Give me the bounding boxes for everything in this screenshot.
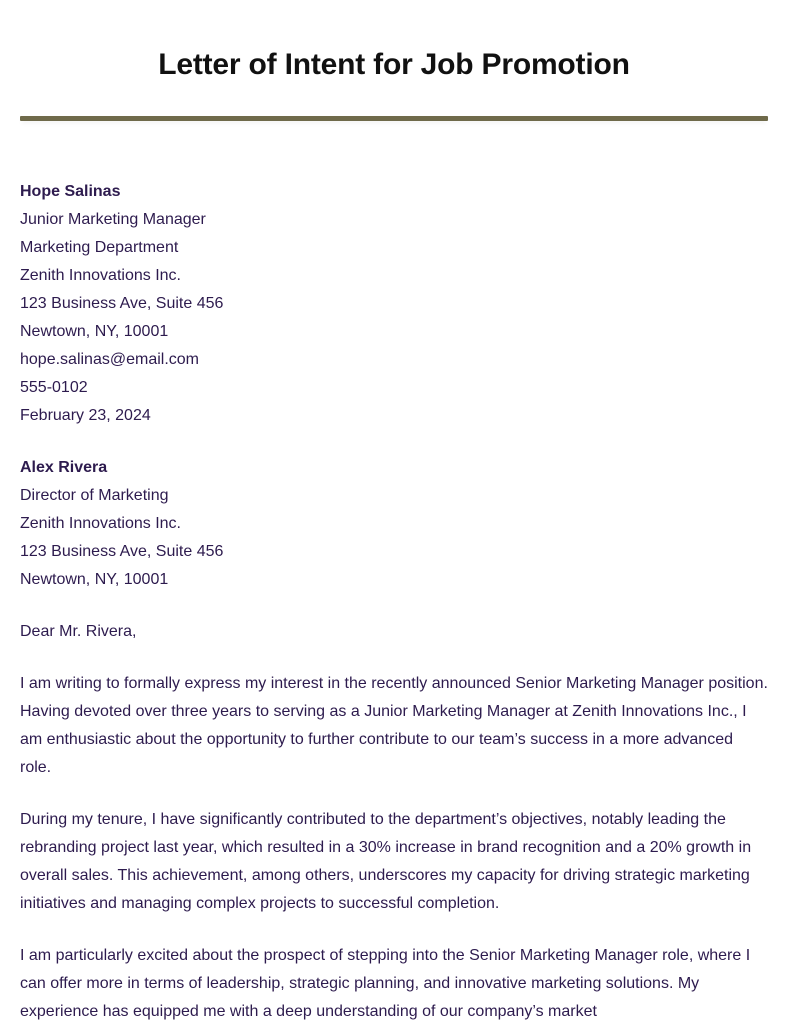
recipient-name: Alex Rivera [20, 459, 108, 476]
recipient-line: Newtown, NY, 10001 [20, 571, 169, 588]
recipient-line: 123 Business Ave, Suite 456 [20, 543, 224, 560]
body-paragraph: I am particularly excited about the prospect of stepping into the Senior Marketing Manager role, where I can offer more in terms of leadership, strategic planning, and innovative marketing solutions. My experience has equipped me with a deep understanding of our company’s market [20, 947, 751, 1020]
sender-address-block [20, 178, 768, 430]
sender-name: Hope Salinas [20, 183, 121, 200]
body-paragraph: I am writing to formally express my interest in the recently announced Senior Marketing Manager position. Having devoted over three years to serving as a Junior Marketing Manager at Zenith Innovations Inc., I am enthusiastic about the opportunity to further contribute to our team’s success in a more advanced role. [20, 675, 768, 776]
recipient-line: Zenith Innovations Inc. [20, 515, 181, 532]
sender-line: Marketing Department [20, 239, 179, 256]
salutation: Dear Mr. Rivera, [20, 623, 137, 640]
recipient-line: Director of Marketing [20, 487, 169, 504]
page-title: Letter of Intent for Job Promotion [158, 48, 630, 81]
sender-line: Zenith Innovations Inc. [20, 267, 181, 284]
body-paragraph: During my tenure, I have significantly contributed to the department’s objectives, notably leading the rebranding project last year, which resulted in a 30% increase in brand recognition and a 20% growth in overall sales. This achievement, among others, underscores my capacity for driving strategic marketing initiatives and managing complex projects to successful completion. [20, 811, 752, 912]
letter-date: February 23, 2024 [20, 407, 151, 424]
recipient-address-block [20, 454, 768, 594]
letter-body [20, 121, 768, 1026]
sender-line: Junior Marketing Manager [20, 211, 206, 228]
sender-line: Newtown, NY, 10001 [20, 323, 169, 340]
sender-line: 123 Business Ave, Suite 456 [20, 295, 224, 312]
sender-phone: 555-0102 [20, 379, 88, 396]
sender-email: hope.salinas@email.com [20, 351, 199, 368]
